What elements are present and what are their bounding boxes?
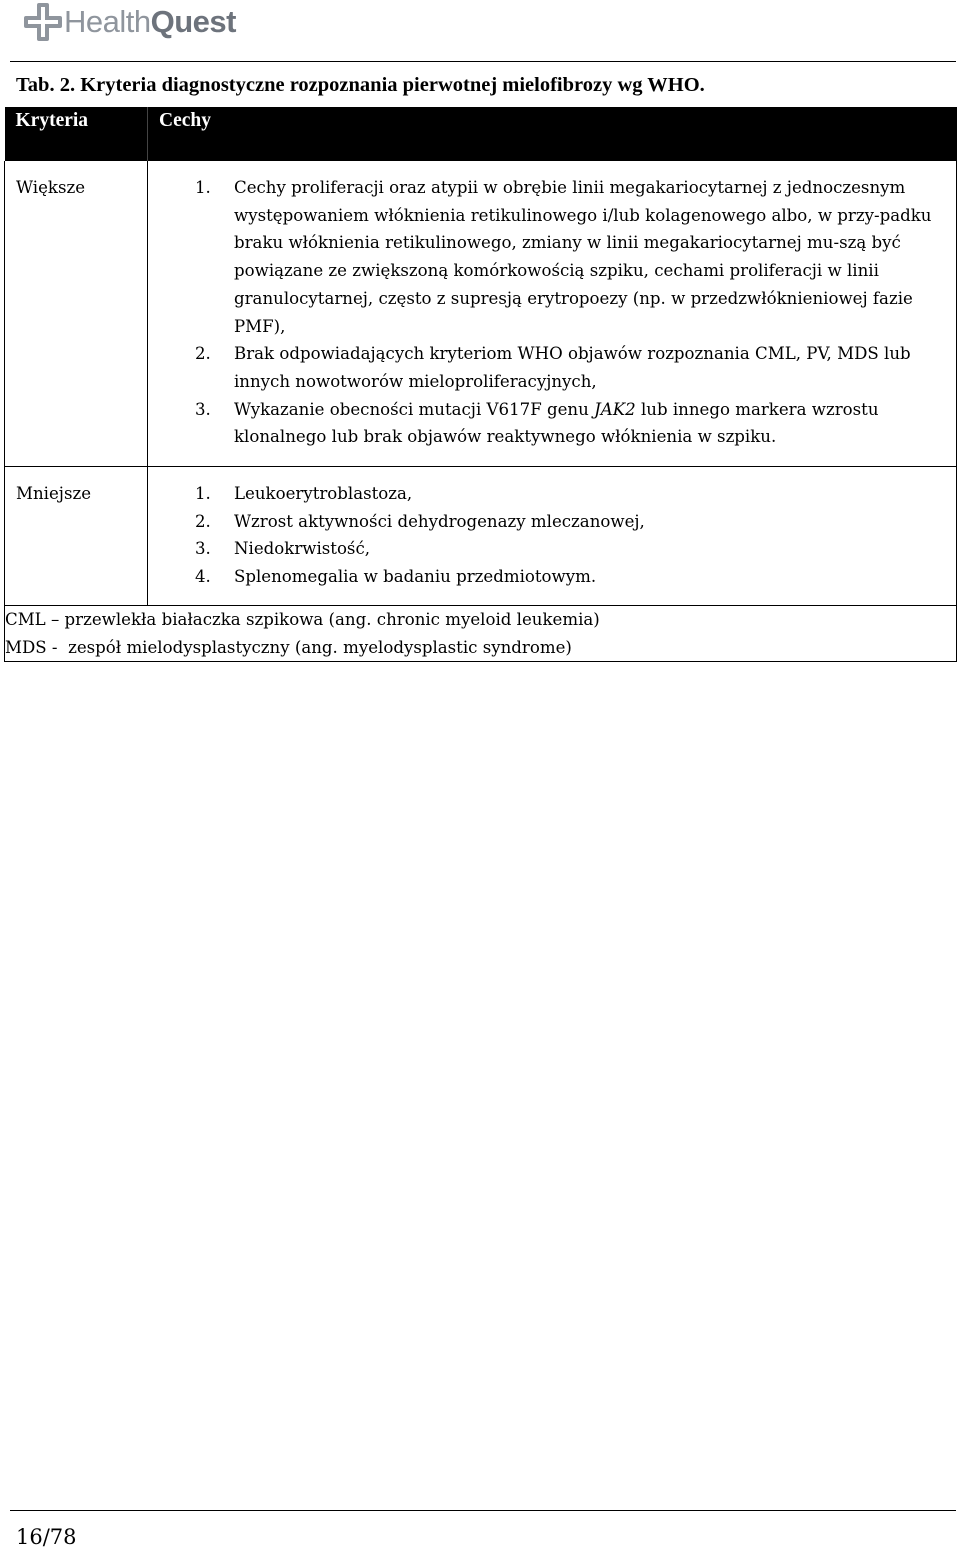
footer-rule xyxy=(10,1510,956,1511)
gene-name: JAK2 xyxy=(594,399,636,419)
major-criteria-list xyxy=(148,174,956,451)
healthquest-logo xyxy=(22,2,236,42)
major-criteria-cell xyxy=(148,161,957,467)
abbreviations-cell xyxy=(5,605,957,661)
row-label-major: Większe xyxy=(5,161,148,467)
minor-criteria-list xyxy=(148,480,956,591)
cross-logo-icon xyxy=(22,2,64,42)
logo-wordmark: HealthQuest xyxy=(64,4,236,39)
table-row-major xyxy=(5,161,957,467)
row-label-minor: Mniejsze xyxy=(5,467,148,606)
abbreviation-note: CML – przewlekła białaczka szpikowa (ang. chronic myeloid leukemia) xyxy=(5,609,600,629)
list-item: 1. Cechy proliferacji oraz atypii w obrębie linii megakariocytarnej z jednoczesnym występowaniem włóknienia retikulinowego i/lub kolagenowego albo, w przy-padku braku włóknienia retikulinowego, zmiany w linii megakariocytarnej mu-szą być powiązane ze zwiększoną komórkowością szpiku, cechami proliferacji w linii granulocytarnej, często z supresją erytropoezy (np. w przedzwłóknieniowej fazie PMF), xyxy=(195,178,932,336)
criteria-table xyxy=(4,107,957,662)
list-item: 3. Wykazanie obecności mutacji V617F genu JAK2 lub innego markera wzrostu klonalnego lub brak objawów reaktywnego włóknienia w szpiku. xyxy=(195,399,879,447)
table-row-minor xyxy=(5,467,957,606)
page-number: 16/78 xyxy=(16,1525,77,1549)
column-header-kryteria: Kryteria xyxy=(5,107,148,161)
table-header-row xyxy=(5,107,957,161)
minor-criteria-cell xyxy=(148,467,957,606)
abbreviation-note: MDS - zespół mielodysplastyczny (ang. myelodysplastic syndrome) xyxy=(5,637,572,657)
list-item: 2. Wzrost aktywności dehydrogenazy mleczanowej, xyxy=(195,511,645,531)
header-rule xyxy=(10,61,956,62)
list-item: 2. Brak odpowiadających kryteriom WHO objawów rozpoznania CML, PV, MDS lub innych nowotworów mieloproliferacyjnych, xyxy=(195,344,911,391)
list-item: 4. Splenomegalia w badaniu przedmiotowym. xyxy=(195,567,597,587)
table-caption: Tab. 2. Kryteria diagnostyczne rozpoznania pierwotnej mielofibrozy wg WHO. xyxy=(16,74,705,96)
column-header-cechy: Cechy xyxy=(148,107,957,161)
list-item: 3. Niedokrwistość, xyxy=(195,539,371,559)
table-row-notes xyxy=(5,605,957,661)
list-item: 1. Leukoerytroblastoza, xyxy=(195,484,413,504)
